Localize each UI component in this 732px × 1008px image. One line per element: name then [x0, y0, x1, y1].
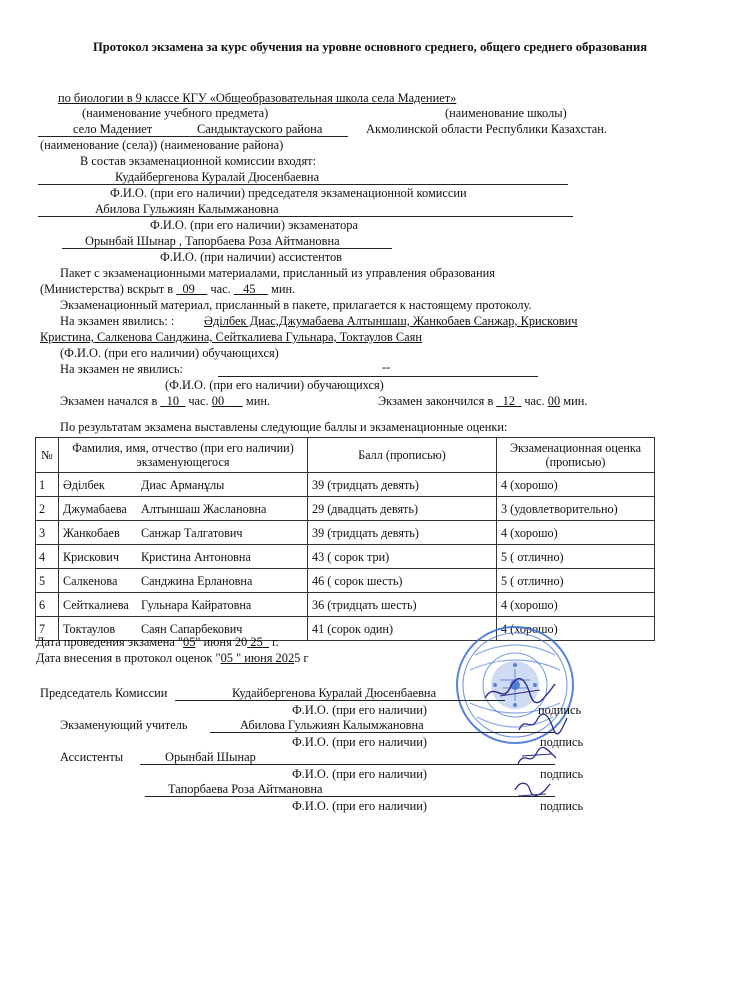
row-surname: Крискович [63, 549, 119, 564]
sign-assistants-label: Ассистенты [60, 750, 124, 764]
entry-date-day: 05 [220, 651, 233, 665]
absent-underline [218, 376, 538, 377]
examiner-caption: Ф.И.О. (при его наличии) экзаменатора [150, 218, 358, 232]
row-surname: Жанкобаев [63, 525, 120, 540]
package-text-2-a: (Министерства) вскрыт в [40, 282, 174, 296]
sign-assistant2-name: Тапорбаева Роза Айтмановна [168, 782, 323, 796]
sign-examiner-name: Абилова Гульжиян Калымжановна [240, 718, 424, 732]
row-score: 41 (сорок один) [308, 617, 497, 641]
header-number: № [36, 438, 59, 473]
subject-line: по биологии в 9 классе КГУ «Общеобразовательная школа села Мадениет» [58, 91, 457, 105]
assistants-names: Орынбай Шынар , Тапорбаева Роза Айтмановна [85, 234, 340, 248]
row-grade: 5 ( отлично) [497, 569, 655, 593]
row-fio [59, 569, 308, 593]
row-score: 39 (тридцать девять) [308, 473, 497, 497]
table-row [36, 473, 655, 497]
row-fio [59, 497, 308, 521]
table-header-row [36, 438, 655, 473]
present-label: На экзамен явились: : [60, 314, 175, 328]
row-name: Саян Сапарбекович [141, 621, 243, 636]
end-hour-unit: час. [524, 394, 545, 408]
row-number: 3 [36, 521, 59, 545]
entry-date-mid: " [232, 651, 242, 665]
sign-assistant1-name: Орынбай Шынар [165, 750, 256, 764]
start-hour: 10 [166, 394, 180, 408]
location-region: Акмолинской области Республики Казахстан. [366, 122, 607, 136]
row-surname: Токтаулов [63, 621, 116, 636]
entry-date [36, 651, 309, 665]
header-grade: Экзаменационная оценка (прописью) [497, 438, 655, 473]
start-min-unit: мин. [245, 394, 271, 408]
sign-chairman-caption-sign: подпись [538, 703, 582, 717]
row-score: 46 ( сорок шесть) [308, 569, 497, 593]
grades-table [35, 437, 655, 641]
entry-date-year: 2 [287, 651, 295, 665]
sign-examiner-caption-fio: Ф.И.О. (при его наличии) [292, 735, 427, 749]
row-grade: 5 ( отлично) [497, 545, 655, 569]
row-fio [59, 545, 308, 569]
row-number: 4 [36, 545, 59, 569]
examiner-signature [515, 712, 570, 736]
row-surname: Әділбек [63, 477, 105, 492]
chairman-signature [480, 676, 560, 706]
subject-caption-right: (наименование школы) [445, 106, 567, 120]
exam-date-year: 25 [250, 635, 263, 649]
sign-chairman-caption-fio: Ф.И.О. (при его наличии) [292, 703, 427, 717]
table-row [36, 521, 655, 545]
location-village: село Мадениет [73, 122, 153, 136]
row-surname: Джумабаева [63, 501, 127, 516]
package-text-2-b: час. [210, 282, 231, 296]
package-hour: 09 [182, 282, 195, 296]
examiner-name: Абилова Гульжиян Калымжановна [95, 202, 279, 216]
header-score: Балл (прописью) [308, 438, 497, 473]
row-grade: 4 (хорошо) [497, 473, 655, 497]
table-row [36, 497, 655, 521]
row-name: Санджина Ерлановна [141, 573, 253, 588]
sign-chairman-label: Председатель Комиссии [40, 686, 168, 700]
assistants-underline [62, 248, 392, 249]
end-label: Экзамен закончился в [378, 394, 494, 408]
row-surname: Сейткалиева [63, 597, 129, 612]
sign-assistant1-caption-fio: Ф.И.О. (при его наличии) [292, 767, 427, 781]
row-score: 29 (двадцать девять) [308, 497, 497, 521]
row-fio [59, 473, 308, 497]
table-row [36, 593, 655, 617]
package-text-2 [40, 282, 295, 296]
absent-label: На экзамен не явились: [60, 362, 183, 376]
package-text-2-c: мин. [271, 282, 296, 296]
sign-assistant1-caption-sign: подпись [540, 767, 584, 781]
end-min: 00 [547, 394, 561, 408]
exam-end [378, 394, 587, 408]
exam-date-label: Дата проведения экзамена " [36, 635, 183, 649]
chairman-name: Кудайбергенова Куралай Дюсенбаевна [115, 170, 320, 184]
row-fio [59, 593, 308, 617]
sign-assistant2-caption-fio: Ф.И.О. (при его наличии) [292, 799, 427, 813]
start-min: 00 [211, 394, 225, 408]
document-title: Протокол экзамена за курс обучения на уровне основного среднего, общего среднего образования [92, 40, 648, 54]
package-min: 45 [243, 282, 256, 296]
row-name: Алтыншаш Жаслановна [141, 501, 267, 516]
location-district: Сандыктауского района [197, 122, 323, 136]
row-score: 36 (тридцать шесть) [308, 593, 497, 617]
row-grade: 4 (хорошо) [497, 521, 655, 545]
exam-start [60, 394, 270, 408]
sign-assistant2-caption-sign: подпись [540, 799, 584, 813]
commission-intro: В состав экзаменационной комиссии входят: [80, 154, 317, 168]
end-hour: 12 [502, 394, 516, 408]
assistants-caption: Ф.И.О. (при наличии) ассистентов [160, 250, 342, 264]
entry-date-label: Дата внесения в протокол оценок " [36, 651, 221, 665]
table-row [36, 545, 655, 569]
entry-date-month: июня 20 [241, 651, 288, 665]
row-number: 6 [36, 593, 59, 617]
row-name: Диас Арманұлы [141, 477, 225, 492]
present-names-1: Әділбек Диас,Джумабаева Алтыншаш, Жанкобаев Санжар, Крискович [204, 314, 578, 328]
row-name: Гульнара Кайратовна [141, 597, 252, 612]
location-caption: (наименование (села)) (наименование района) [40, 138, 284, 152]
start-hour-unit: час. [188, 394, 209, 408]
entry-date-end: 5 г [294, 651, 309, 665]
row-score: 39 (тридцать девять) [308, 521, 497, 545]
row-number: 2 [36, 497, 59, 521]
row-name: Кристина Антоновна [141, 549, 251, 564]
exam-date-end: г. [268, 635, 279, 649]
header-fio: Фамилия, имя, отчество (при его наличии) экзаменующегося [59, 438, 308, 473]
exam-date-mid: " июня 20 [195, 635, 248, 649]
row-grade: 3 (удовлетворительно) [497, 497, 655, 521]
row-grade: 4 (хорошо) [497, 617, 655, 641]
sign-assistant1-underline [140, 764, 555, 765]
chairman-underline [38, 184, 568, 185]
subject-caption-left: (наименование учебного предмета) [82, 106, 269, 120]
row-number: 1 [36, 473, 59, 497]
sign-examiner-underline [210, 732, 555, 733]
assistant1-signature [512, 744, 562, 770]
present-names-2: Кристина, Салкенова Санджина, Сейткалиева Гульнара, Токтаулов Саян [40, 330, 422, 344]
sign-chairman-name: Кудайбергенова Куралай Дюсенбаевна [232, 686, 437, 700]
row-name: Санжар Талгатович [141, 525, 243, 540]
results-intro: По результатам экзамена выставлены следующие баллы и экзаменационные оценки: [60, 420, 508, 434]
exam-date [36, 635, 279, 649]
row-score: 43 ( сорок три) [308, 545, 497, 569]
absent-value: -- [382, 360, 391, 374]
row-surname: Салкенова [63, 573, 118, 588]
present-caption: (Ф.И.О. (при его наличии) обучающихся) [60, 346, 279, 360]
package-text-1: Пакет с экзаменационными материалами, присланный из управления образования [60, 266, 495, 280]
chairman-caption: Ф.И.О. (при его наличии) председателя экзаменационной комиссии [110, 186, 467, 200]
start-label: Экзамен начался в [60, 394, 158, 408]
end-min-unit: мин. [563, 394, 588, 408]
examiner-underline [38, 216, 573, 217]
sign-chairman-underline [175, 700, 505, 701]
sign-examiner-label: Экзаменующий учитель [60, 718, 188, 732]
location-underline [38, 136, 348, 137]
material-text: Экзаменационный материал, присланный в пакете, прилагается к настоящему протоколу. [60, 298, 532, 312]
sign-assistant2-underline [145, 796, 555, 797]
row-number: 5 [36, 569, 59, 593]
absent-caption: (Ф.И.О. (при его наличии) обучающихся) [165, 378, 384, 392]
sign-examiner-caption-sign: подпись [540, 735, 584, 749]
table-row [36, 569, 655, 593]
row-grade: 4 (хорошо) [497, 593, 655, 617]
assistant2-signature [510, 776, 555, 802]
row-number: 7 [36, 617, 59, 641]
row-fio [59, 521, 308, 545]
exam-date-day: 05 [183, 635, 196, 649]
